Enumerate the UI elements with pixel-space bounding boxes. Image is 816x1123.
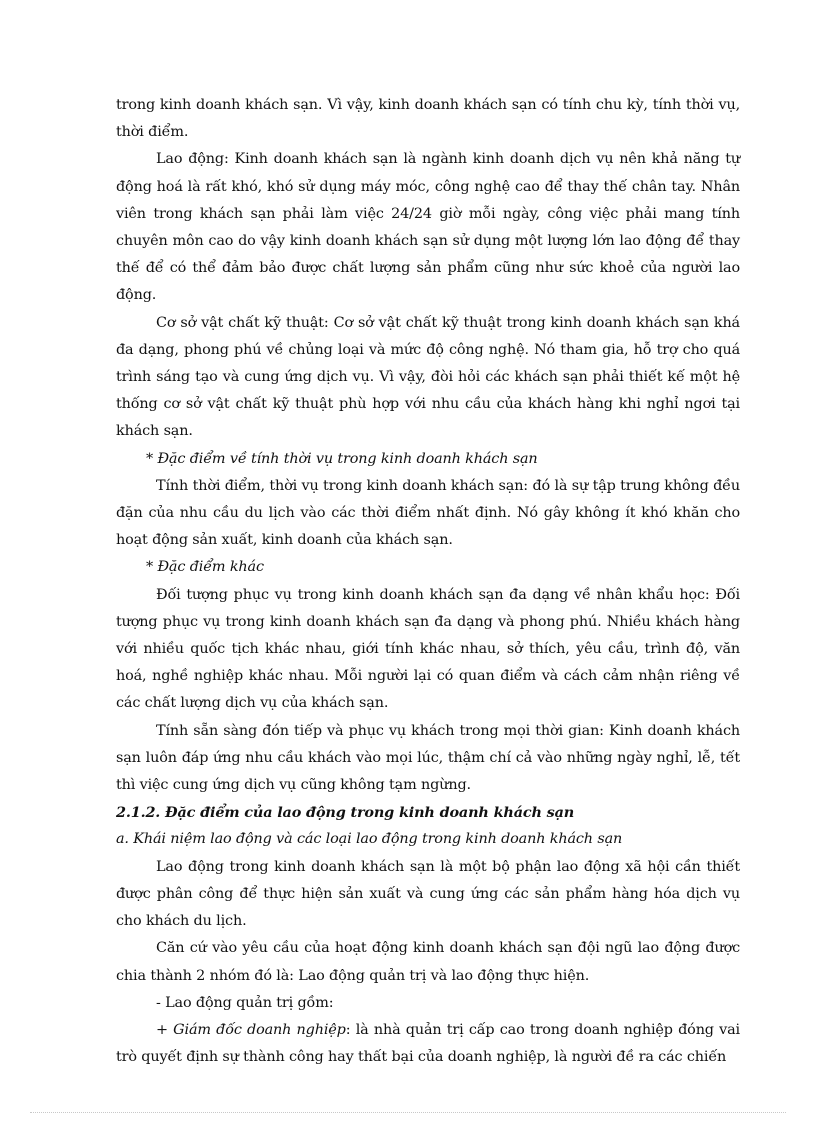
bottom-dotted-rule: [30, 1112, 786, 1113]
paragraph-customers: Đối tượng phục vụ trong kinh doanh khách sạn đa dạng về nhân khẩu học: Đối tượng phục vụ trong kinh doanh khách sạn đa dạng và phong phú. Nhiều khách hàng với nhiều quốc tịch khác nhau, giới tính khác nhau, sở thích, yêu cầu, trình độ, văn hoá, nghề nghiệp khác nhau. Mỗi người lại có quan điểm và cách cảm nhận riêng về các chất lượng dịch vụ của khách sạn.: [116, 586, 740, 712]
subsection-heading: a. Khái niệm lao động và các loại lao động trong kinh doanh khách sạn: [116, 831, 623, 848]
document-page: [116, 92, 740, 1071]
paragraph-director: [116, 1017, 740, 1071]
paragraph-seasonality: Tính thời điểm, thời vụ trong kinh doanh khách sạn: đó là sự tập trung không đều đặn của nhu cầu du lịch vào các thời điểm nhất định. Nó gây không ít khó khăn cho hoạt động sản xuất, kinh doanh của khách sạn.: [116, 477, 740, 549]
list-item-management-labor: - Lao động quản trị gồm:: [156, 994, 334, 1011]
paragraph-facilities: Cơ sở vật chất kỹ thuật: Cơ sở vật chất kỹ thuật trong kinh doanh khách sạn khá đa dạng, phong phú về chủng loại và mức độ công nghệ. Nó tham gia, hỗ trợ cho quá trình sáng tạo và cung ứng dịch vụ. Vì vậy, đòi hỏi các khách sạn phải thiết kế một hệ thống cơ sở vật chất kỹ thuật phù hợp với nhu cầu của khách hàng khi nghỉ ngơi tại khách sạn.: [116, 314, 740, 440]
section-heading: 2.1.2. Đặc điểm của lao động trong kinh doanh khách sạn: [116, 804, 575, 822]
paragraph-labor: Lao động: Kinh doanh khách sạn là ngành kinh doanh dịch vụ nên khả năng tự động hoá là rất khó, khó sử dụng máy móc, công nghệ cao để thay thế chân tay. Nhân viên trong khách sạn phải làm việc 24/24 giờ mỗi ngày, công việc phải mang tính chuyên môn cao do vậy kinh doanh khách sạn sử dụng một lượng lớn lao động để thay thế để có thể đảm bảo được chất lượng sản phẩm cũng như sức khoẻ của người lao động.: [116, 151, 740, 304]
paragraph-labor-groups: Căn cứ vào yêu cầu của hoạt động kinh doanh khách sạn đội ngũ lao động được chia thành 2 nhóm đó là: Lao động quản trị và lao động thực hiện.: [116, 940, 740, 984]
heading-seasonality: * Đặc điểm về tính thời vụ trong kinh doanh khách sạn: [146, 450, 538, 467]
heading-other-features: * Đặc điểm khác: [146, 559, 264, 576]
paragraph-labor-definition: Lao động trong kinh doanh khách sạn là một bộ phận lao động xã hội cần thiết được phân công để thực hiện sản xuất và cung ứng các sản phẩm hàng hóa dịch vụ cho khách du lịch.: [116, 858, 740, 930]
paragraph-continuation: trong kinh doanh khách sạn. Vì vậy, kinh doanh khách sạn có tính chu kỳ, tính thời vụ, thời điểm.: [116, 97, 740, 141]
paragraph-readiness: Tính sẵn sàng đón tiếp và phục vụ khách trong mọi thời gian: Kinh doanh khách sạn luôn đáp ứng nhu cầu khách vào mọi lúc, thậm chí cả vào những ngày nghỉ, lễ, tết thì việc cung ứng dịch vụ cũng không tạm ngừng.: [116, 722, 740, 794]
director-description: : là nhà quản trị cấp cao trong doanh nghiệp đóng vai trò quyết định sự thành công hay thất bại của doanh nghiệp, là người đề ra các chiến: [116, 1021, 740, 1066]
director-term: + Giám đốc doanh nghiệp: [156, 1021, 346, 1038]
